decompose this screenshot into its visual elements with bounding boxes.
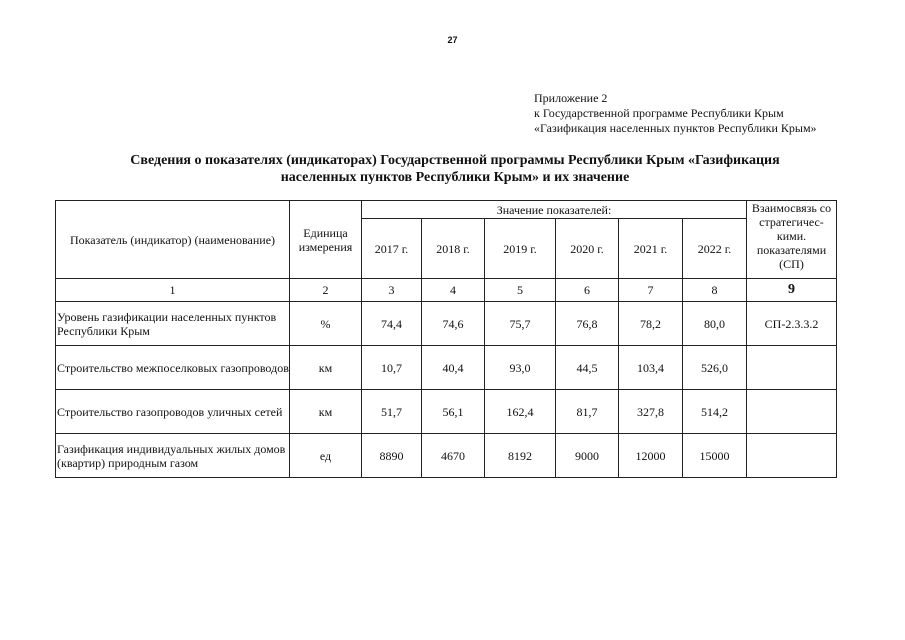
indicator-value: 44,5 bbox=[556, 346, 619, 390]
indicator-relation: СП-2.3.3.2 bbox=[747, 302, 837, 346]
header-year: 2021 г. bbox=[619, 219, 683, 279]
indicator-unit: км bbox=[290, 346, 362, 390]
indicator-value: 51,7 bbox=[362, 390, 422, 434]
header-unit: Единица измерения bbox=[290, 201, 362, 279]
table-row bbox=[56, 390, 837, 434]
appendix-line-2: к Государственной программе Республики Крым bbox=[534, 106, 784, 120]
column-number: 7 bbox=[619, 279, 683, 302]
indicator-value: 56,1 bbox=[422, 390, 485, 434]
column-number: 4 bbox=[422, 279, 485, 302]
indicator-name: Строительство газопроводов уличных сетей bbox=[56, 390, 290, 434]
indicator-value: 4670 bbox=[422, 434, 485, 478]
table-row bbox=[56, 434, 837, 478]
appendix-line-1: Приложение 2 bbox=[534, 91, 608, 105]
header-indicator: Показатель (индикатор) (наименование) bbox=[56, 201, 290, 279]
indicator-value: 74,4 bbox=[362, 302, 422, 346]
indicator-value: 9000 bbox=[556, 434, 619, 478]
indicator-value: 103,4 bbox=[619, 346, 683, 390]
column-number: 3 bbox=[362, 279, 422, 302]
indicator-value: 80,0 bbox=[683, 302, 747, 346]
header-year: 2019 г. bbox=[485, 219, 556, 279]
indicators-table bbox=[55, 200, 837, 478]
indicator-value: 75,7 bbox=[485, 302, 556, 346]
header-year: 2020 г. bbox=[556, 219, 619, 279]
indicator-value: 162,4 bbox=[485, 390, 556, 434]
column-number: 1 bbox=[56, 279, 290, 302]
indicator-name: Газификация индивидуальных жилых домов (квартир) природным газом bbox=[56, 434, 290, 478]
indicator-value: 81,7 bbox=[556, 390, 619, 434]
indicator-value: 15000 bbox=[683, 434, 747, 478]
indicator-unit: км bbox=[290, 390, 362, 434]
table-row bbox=[56, 302, 837, 346]
indicator-value: 10,7 bbox=[362, 346, 422, 390]
indicator-value: 93,0 bbox=[485, 346, 556, 390]
header-values-group: Значение показателей: bbox=[362, 201, 747, 219]
indicator-name: Строительство межпоселковых газопроводов bbox=[56, 346, 290, 390]
indicator-value: 40,4 bbox=[422, 346, 485, 390]
table-row bbox=[56, 346, 837, 390]
appendix-note bbox=[534, 91, 817, 136]
title-line-2: населенных пунктов Республики Крым» и их значение bbox=[280, 170, 630, 185]
indicator-value: 74,6 bbox=[422, 302, 485, 346]
column-number: 8 bbox=[683, 279, 747, 302]
page-number: 27 bbox=[447, 35, 458, 45]
column-number: 2 bbox=[290, 279, 362, 302]
header-year: 2017 г. bbox=[362, 219, 422, 279]
column-number: 5 bbox=[485, 279, 556, 302]
indicator-value: 8890 bbox=[362, 434, 422, 478]
column-number: 9 bbox=[747, 279, 837, 302]
indicator-value: 76,8 bbox=[556, 302, 619, 346]
column-number: 6 bbox=[556, 279, 619, 302]
indicator-value: 327,8 bbox=[619, 390, 683, 434]
appendix-line-3: «Газификация населенных пунктов Республики Крым» bbox=[534, 121, 817, 135]
indicator-name: Уровень газификации населенных пунктов Республики Крым bbox=[56, 302, 290, 346]
indicator-value: 12000 bbox=[619, 434, 683, 478]
header-row-1 bbox=[56, 201, 837, 219]
indicator-relation bbox=[747, 434, 837, 478]
indicator-unit: % bbox=[290, 302, 362, 346]
indicator-unit: ед bbox=[290, 434, 362, 478]
indicator-value: 78,2 bbox=[619, 302, 683, 346]
indicator-value: 8192 bbox=[485, 434, 556, 478]
title-line-1: Сведения о показателях (индикаторах) Государственной программы Республики Крым «Газификация bbox=[130, 153, 780, 168]
indicator-relation bbox=[747, 390, 837, 434]
header-year: 2022 г. bbox=[683, 219, 747, 279]
indicator-value: 514,2 bbox=[683, 390, 747, 434]
document-title bbox=[60, 152, 850, 186]
indicator-relation bbox=[747, 346, 837, 390]
header-year: 2018 г. bbox=[422, 219, 485, 279]
indicator-value: 526,0 bbox=[683, 346, 747, 390]
header-relation: Взаимосвязь со стратегичес- кими. показателями (СП) bbox=[747, 201, 837, 279]
column-numbers-row bbox=[56, 279, 837, 302]
